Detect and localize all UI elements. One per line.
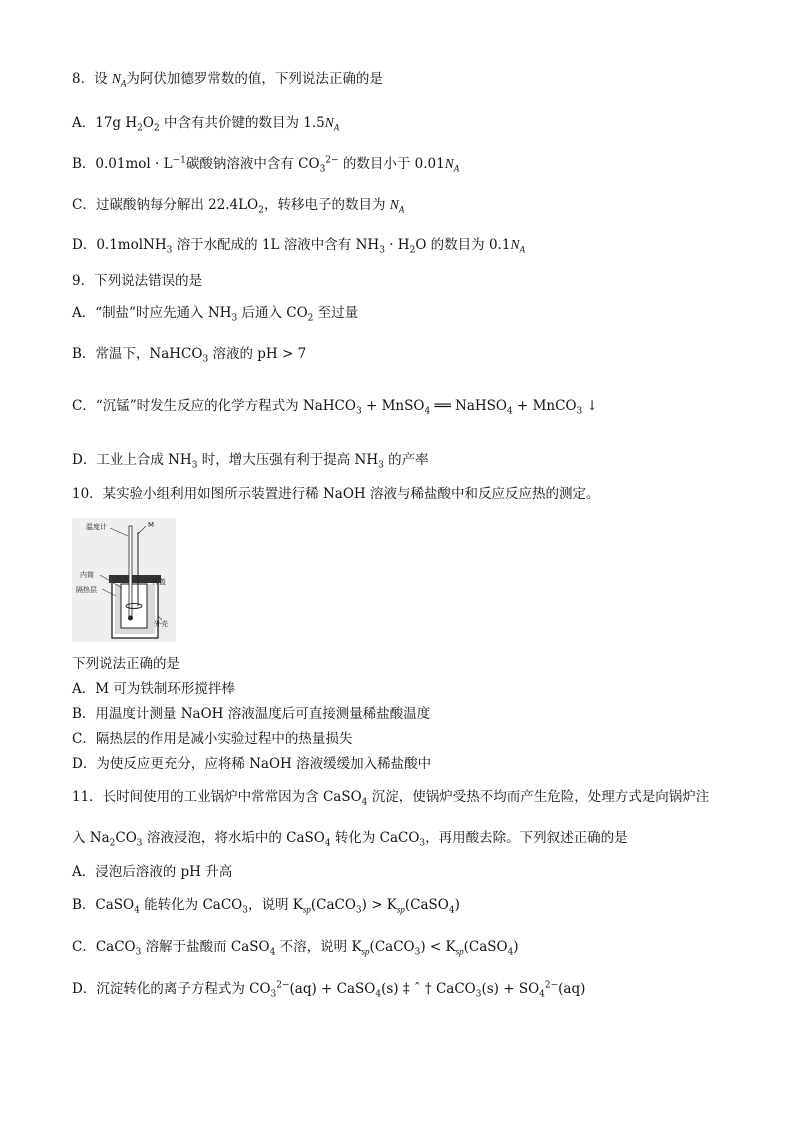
q9-option-d: D．工业上合成 $NH_3$ 时，增大压强有利于提高 $NH_3$ 的产率	[72, 452, 429, 471]
q8-option-d: D．0.1molNH$_3$ 溶于水配成的 1L 溶液中含有 $NH_3 \cdot H_2O$ 的数目为 $0.1N_A$	[72, 237, 525, 256]
inner-cup-label: 内筒	[80, 571, 94, 579]
q11-option-a: A．浸泡后溶液的 pH 升高	[72, 864, 233, 880]
thermometer-label: 温度计	[86, 523, 107, 531]
q8-option-c: C．过碳酸钠每分解出 $22.4LO_2$，转移电子的数目为 $N_A$	[72, 197, 405, 216]
inner-cup	[121, 584, 147, 628]
q9-stem: 9．下列说法错误的是	[72, 273, 203, 289]
insulation-label: 隔热层	[76, 586, 97, 594]
q8-option-b: B．$0.01mol \cdot L^{-1}$碳酸钠溶液中含有 $CO_3^{2-}$ 的数目小于 $0.01N_A$	[72, 155, 460, 175]
q8-stem: 8．设 $N_A$为阿伏加德罗常数的值，下列说法正确的是	[72, 71, 383, 89]
q9-option-b: B．常温下，NaHCO$_3$ 溶液的 pH > 7	[72, 346, 307, 365]
calorimeter-figure	[72, 518, 176, 642]
m-label: M	[148, 521, 155, 529]
q11-option-d: D．沉淀转化的离子方程式为 $CO_3^{2-}(aq)$ + CaSO$_4$(s) ‡ ˆ † CaCO$_3$(s) + $SO_4^{2-}(aq)$	[72, 980, 586, 1000]
q10-option-a: A．M 可为铁制环形搅拌棒	[72, 681, 235, 697]
q8-option-a: A．17g $H_2O_2$ 中含有共价键的数目为 $1.5N_A$	[72, 115, 340, 134]
shell-label: 外壳	[154, 620, 168, 628]
lid-label: 杯盖	[152, 578, 166, 586]
q11-stem-line1: 11．长时间使用的工业锅炉中常常因为含 CaSO$_4$ 沉淀，使锅炉受热不均而产生危险，处理方式是向锅炉注	[72, 789, 710, 808]
q11-option-c: C．CaCO$_3$ 溶解于盐酸而 CaSO$_4$ 不溶，说明 $K_{sp}(CaCO_3)$ < $K_{sp}(CaSO_4)$	[72, 939, 519, 958]
q11-option-b: B．CaSO$_4$ 能转化为 CaCO$_3$，说明 $K_{sp}(CaCO_3)$ > $K_{sp}(CaSO_4)$	[72, 897, 460, 916]
q10-option-b: B．用温度计测量 NaOH 溶液温度后可直接测量稀盐酸温度	[72, 706, 431, 722]
q9-option-c: C．“沉锰”时发生反应的化学方程式为 NaHCO$_3$ + MnSO$_4$ ══ NaHSO$_4$ + MnCO$_3$ ↓	[72, 398, 598, 417]
q10-option-d: D．为使反应更充分，应将稀 NaOH 溶液缓缓加入稀盐酸中	[72, 756, 432, 772]
q9-option-a: A．“制盐”时应先通入 $NH_3$ 后通入 $CO_2$ 至过量	[72, 305, 359, 324]
q10-lead: 下列说法正确的是	[72, 656, 180, 672]
q10-option-c: C．隔热层的作用是减小实验过程中的热量损失	[72, 731, 353, 747]
q10-stem: 10．某实验小组利用如图所示装置进行稀 NaOH 溶液与稀盐酸中和反应反应热的测定。	[72, 486, 600, 502]
q11-stem-line2: 入 $Na_2CO_3$ 溶液浸泡，将水垢中的 CaSO$_4$ 转化为 CaCO$_3$，再用酸去除。下列叙述正确的是	[72, 830, 628, 849]
